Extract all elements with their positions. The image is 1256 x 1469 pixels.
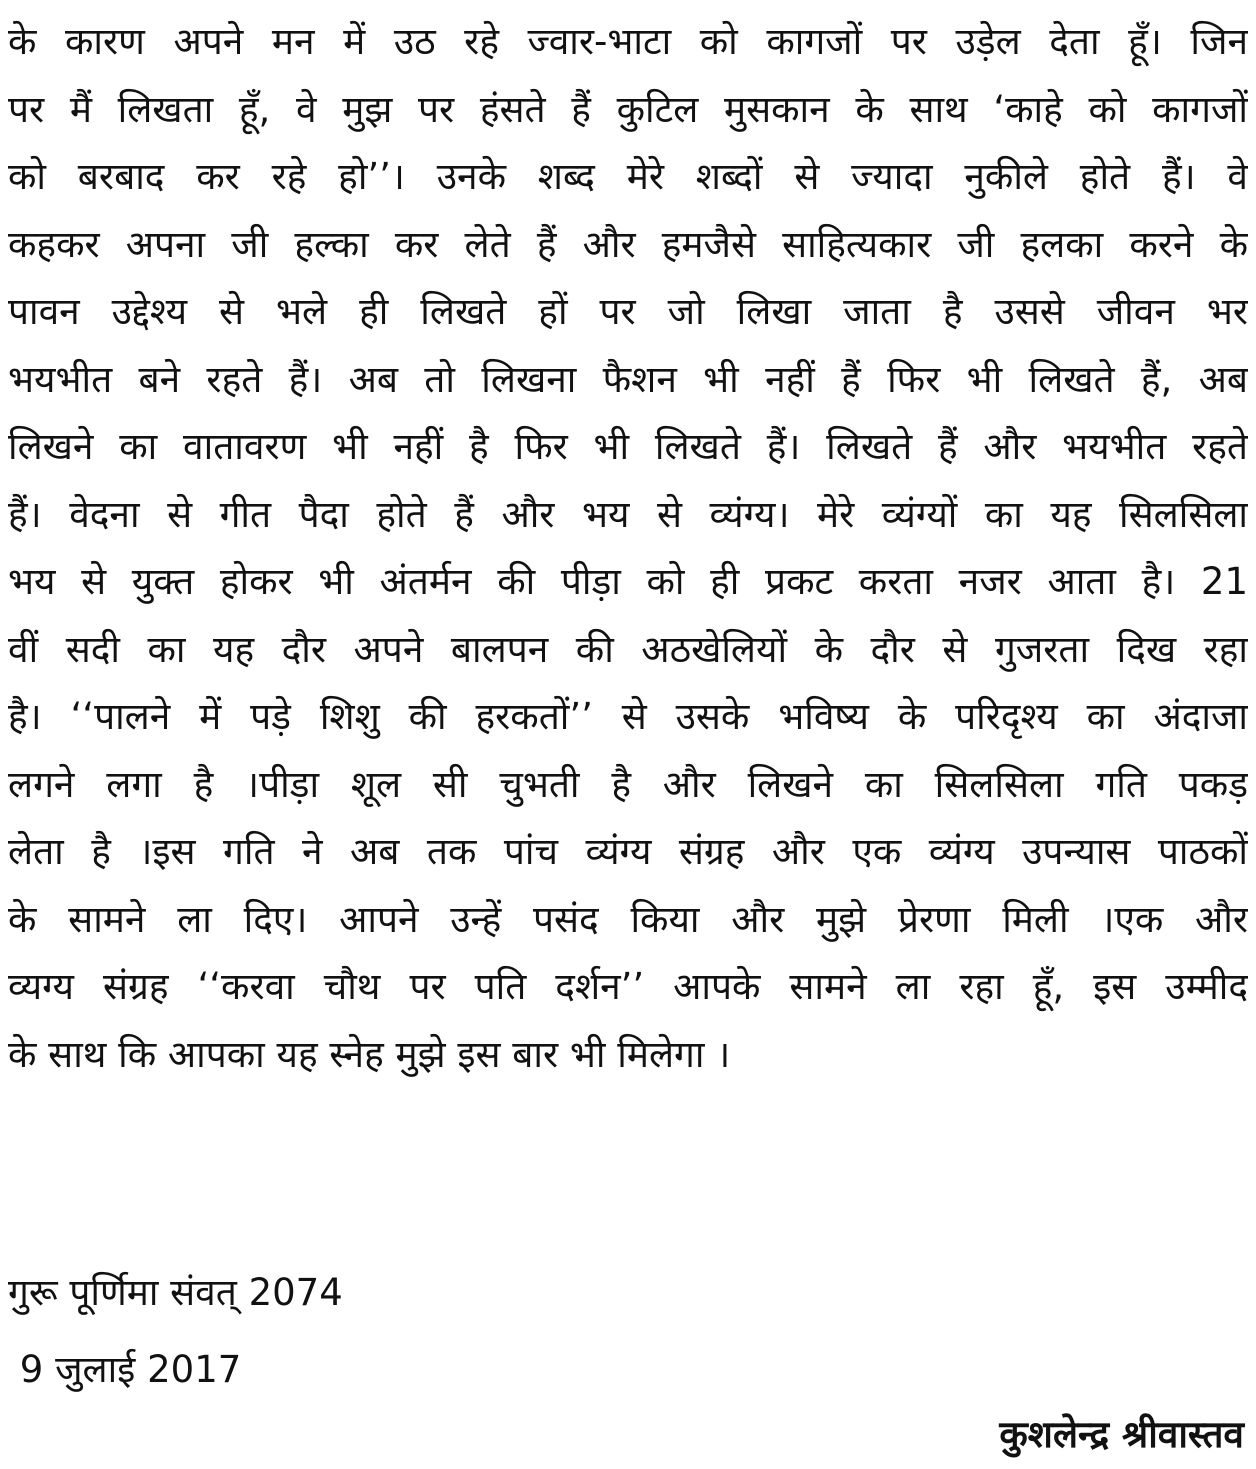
- text-line: है। ‘‘पालने में पड़े शिशु की हरकतों’’ से उसके भविष्य के परिदृश्य का अंदाजा: [8, 695, 1248, 738]
- text-line: वीं सदी का यह दौर अपने बालपन की अठखेलियों के दौर से गुजरता दिख रहा: [8, 627, 1248, 671]
- date-samvat: गुरू पूर्णिमा संवत् 2074: [8, 1271, 343, 1314]
- text-line: पर मैं लिखता हूँ, वे मुझ पर हंसते हैं कुटिल मुसकान के साथ ‘काहे को कागजों: [8, 87, 1248, 131]
- date-block: [8, 1254, 608, 1408]
- text-line: के सामने ला दिए। आपने उन्हें पसंद किया और मुझे प्रेरणा मिली ।एक और: [8, 897, 1248, 941]
- text-line: पावन उद्देश्य से भले ही लिखते हों पर जो लिखा जाता है उससे जीवन भर: [8, 290, 1248, 333]
- body-paragraph: [8, 8, 1248, 1088]
- text-line: हैं। वेदना से गीत पैदा होते हैं और भय से व्यंग्य। मेरे व्यंग्यों का यह सिलसिला: [8, 492, 1248, 536]
- date-gregorian: 9 जुलाई 2017: [8, 1348, 242, 1391]
- text-line: भय से युक्त होकर भी अंतर्मन की पीड़ा को ही प्रकट करता नजर आता है। 21: [8, 560, 1248, 603]
- text-line: लगने लगा है ।पीड़ा शूल सी चुभती है और लिखने का सिलसिला गति पकड़: [8, 762, 1248, 806]
- text-line: लिखने का वातावरण भी नहीं है फिर भी लिखते हैं। लिखते हैं और भयभीत रहते: [8, 425, 1248, 468]
- text-line: भयभीत बने रहते हैं। अब तो लिखना फैशन भी नहीं हैं फिर भी लिखते हैं, अब: [8, 357, 1248, 401]
- text-line: को बरबाद कर रहे हो’’। उनके शब्द मेरे शब्दों से ज्यादा नुकीले होते हैं। वे: [8, 155, 1248, 198]
- text-line: व्यग्य संग्रह ‘‘करवा चौथ पर पति दर्शन’’ आपके सामने ला रहा हूँ, इस उम्मीद: [8, 965, 1248, 1008]
- text-line-last: के साथ कि आपका यह स्नेह मुझे इस बार भी मिलेगा ।: [8, 1032, 731, 1076]
- author-signature: कुशलेन्द्र श्रीवास्तव: [999, 1413, 1244, 1456]
- text-line: के कारण अपने मन में उठ रहे ज्वार-भाटा को कागजों पर उड़ेल देता हूँ। जिन: [8, 20, 1248, 63]
- text-line: कहकर अपना जी हल्का कर लेते हैं और हमजैसे साहित्यकार जी हलका करने के: [8, 222, 1248, 266]
- text-line: लेता है ।इस गति ने अब तक पांच व्यंग्य संग्रह और एक व्यंग्य उपन्यास पाठकों: [8, 830, 1248, 873]
